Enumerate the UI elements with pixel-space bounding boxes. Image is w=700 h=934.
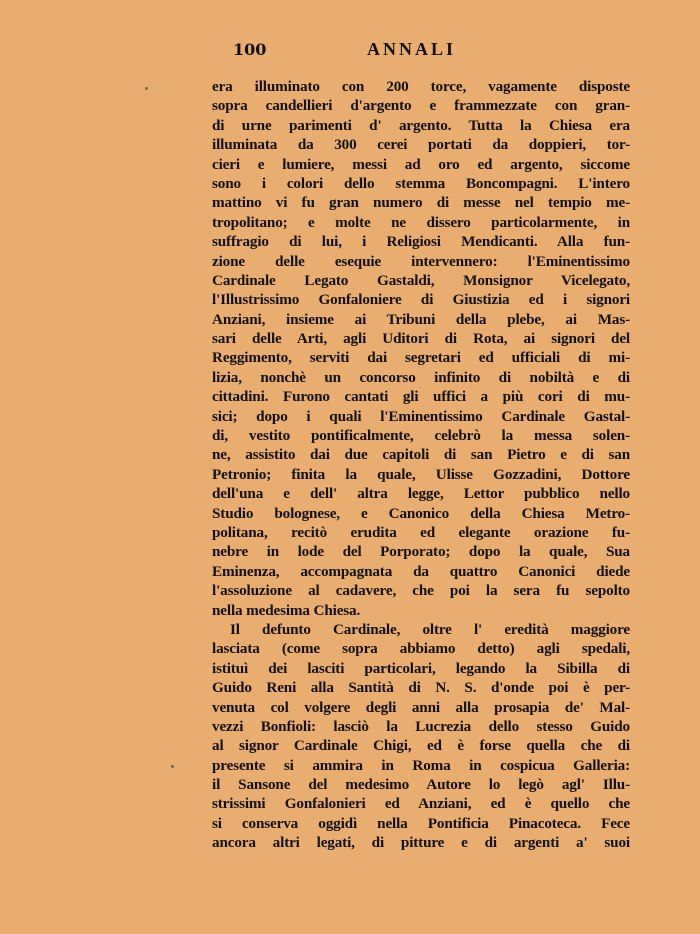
- text-line: nella medesima Chiesa.: [212, 601, 361, 619]
- ink-speck: [145, 87, 148, 90]
- text-line: vezzi Bonfioli: lasciò la Lucrezia dello stesso Guido: [212, 717, 630, 735]
- text-line: zione delle esequie intervennero: l'Eminentissimo: [212, 252, 630, 270]
- text-line: di urne parimenti d' argento. Tutta la Chiesa era: [212, 116, 630, 134]
- text-line: sici; dopo i quali l'Eminentissimo Cardinale Gastal-: [212, 407, 630, 425]
- text-line: si conserva oggidì nella Pontificia Pinacoteca. Fece: [212, 814, 630, 832]
- text-line: era illuminato con 200 torce, vagamente disposte: [212, 78, 630, 95]
- ink-speck: [171, 765, 174, 768]
- text-line: sopra candellieri d'argento e frammezzate con gran-: [212, 97, 630, 115]
- text-line: cittadini. Furono cantati gli uffici a più cori di mu-: [212, 388, 630, 406]
- text-line: ne, assistito dai due capitoli di san Pietro e di san: [212, 446, 630, 464]
- text-line: sono i colori dello stemma Boncompagni. L'intero: [212, 174, 630, 192]
- text-line: ancora altri legati, di pitture e di argenti a' suoi: [212, 834, 630, 852]
- text-line: il Sansone del medesimo Autore lo legò agl' Illu-: [212, 776, 630, 794]
- text-line: istituì dei lasciti particolari, legando la Sibilla di: [212, 659, 630, 677]
- text-line: dell'una e dell' altra legge, Lettor pubblico nello: [212, 485, 630, 503]
- text-line: al signor Cardinale Chigi, ed è forse quella che di: [212, 737, 630, 755]
- text-line: strissimi Gonfalonieri ed Anziani, ed è quello che: [212, 795, 630, 813]
- text-line: Petronio; finita la quale, Ulisse Gozzadini, Dottore: [212, 465, 630, 483]
- text-line: presente si ammira in Roma in cospicua Galleria:: [212, 756, 630, 774]
- page-number: 100: [233, 40, 267, 59]
- text-line: Il defunto Cardinale, oltre l' eredità maggiore: [230, 620, 630, 638]
- text-line: venuta col volgere degli anni alla prosapia de' Mal-: [212, 698, 630, 716]
- text-line: suffragio di lui, i Religiosi Mendicanti. Alla fun-: [212, 233, 630, 251]
- text-line: politana, recitò erudita ed elegante orazione fu-: [212, 523, 630, 541]
- text-line: cieri e lumiere, messi ad oro ed argento, siccome: [212, 155, 630, 173]
- text-line: l'assoluzione al cadavere, che poi la sera fu sepolto: [212, 582, 630, 600]
- text-line: Reggimento, serviti dai segretari ed ufficiali di mi-: [212, 349, 630, 367]
- text-line: lasciata (come sopra abbiamo detto) agli spedali,: [212, 640, 630, 658]
- text-line: Eminenza, accompagnata da quattro Canonici diede: [212, 562, 630, 580]
- text-line: di, vestito pontificalmente, celebrò la messa solen-: [212, 427, 630, 445]
- text-line: Anziani, insieme ai Tribuni della plebe, ai Mas-: [212, 310, 630, 328]
- text-line: Guido Reni alla Santità di N. S. d'onde poi è per-: [212, 679, 630, 697]
- text-line: lizia, nonchè un concorso infinito di nobiltà e di: [212, 368, 630, 386]
- running-title: ANNALI: [367, 39, 457, 59]
- page-header: [233, 40, 483, 66]
- text-line: sari delle Arti, agli Uditori di Rota, ai signori del: [212, 330, 630, 348]
- text-line: Cardinale Legato Gastaldi, Monsignor Vicelegato,: [212, 271, 630, 289]
- text-line: Studio bolognese, e Canonico della Chiesa Metro-: [212, 504, 630, 522]
- body-text: [212, 77, 630, 853]
- text-line: tropolitano; e molte ne dissero particolarmente, in: [212, 213, 630, 231]
- text-line: l'Illustrissimo Gonfaloniere di Giustizia ed i signori: [212, 291, 630, 309]
- text-line: illuminata da 300 cerei portati da doppieri, tor-: [212, 136, 630, 154]
- text-line: nebre in lode del Porporato; dopo la quale, Sua: [212, 543, 630, 561]
- text-line: mattino vi fu gran numero di messe nel tempio me-: [212, 194, 630, 212]
